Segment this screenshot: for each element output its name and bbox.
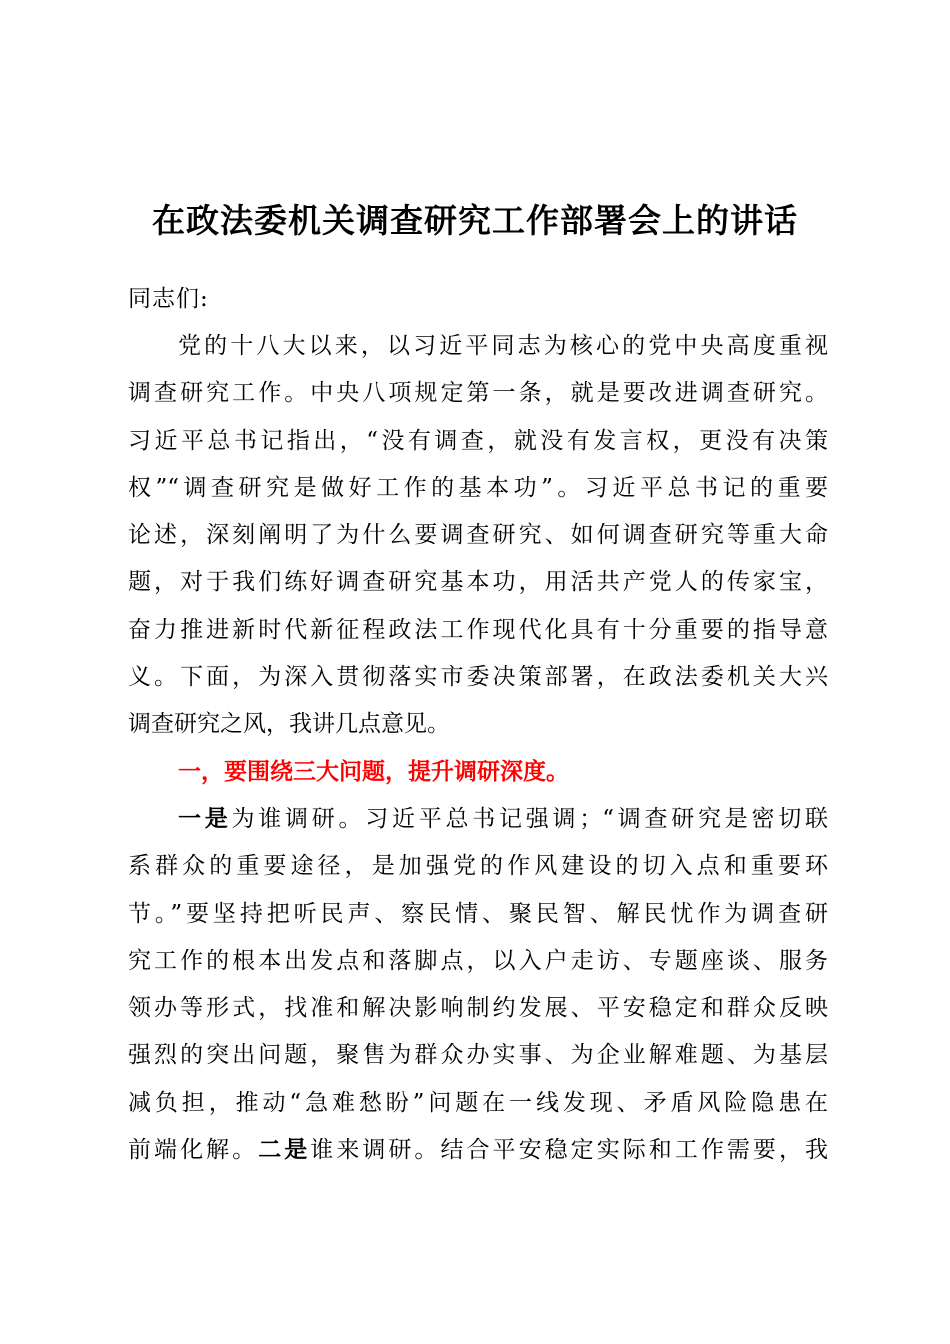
paragraph-line: 习近平总书记指出，“没有调查，就没有发言权，更没有决策 — [128, 427, 828, 454]
paragraph-line: 义。下面，为深入贯彻落实市委决策部署，在政法委机关大兴 — [128, 664, 828, 691]
line-text: 谁来调研。结合平安稳定实际和工作需要，我 — [310, 1137, 829, 1164]
paragraph-line — [128, 796, 828, 843]
line-text: 为谁调研。习近平总书记强调；“调查研究是密切联 — [231, 805, 828, 832]
paragraph-line: 减负担，推动“急难愁盼”问题在一线发现、矛盾风险隐患在 — [128, 1089, 828, 1116]
paragraph-line: 节。”要坚持把听民声、察民情、聚民智、解民忧作为调查研 — [128, 900, 828, 927]
paragraph-line: 党的十八大以来，以习近平同志为核心的党中央高度重视 — [178, 333, 828, 359]
paragraph-line: 系群众的重要途径，是加强党的作风建设的切入点和重要环 — [128, 853, 828, 880]
paragraph-line: 奋力推进新时代新征程政法工作现代化具有十分重要的指导意 — [128, 616, 828, 643]
paragraph-line: 论述，深刻阐明了为什么要调查研究、如何调查研究等重大命 — [128, 522, 828, 549]
point-label: 二是 — [258, 1137, 311, 1164]
salutation: 同志们: — [128, 286, 209, 312]
paragraph-line: 强烈的突出问题，聚售为群众办实事、为企业解难题、为基层 — [128, 1042, 828, 1069]
paragraph-line: 究工作的根本出发点和落脚点，以入户走访、专题座谈、服务 — [128, 947, 828, 974]
line-text: 前端化解。 — [128, 1137, 259, 1164]
point-label: 一是 — [178, 805, 232, 832]
paragraph-line — [128, 1127, 828, 1174]
paragraph-line: 领办等形式，找准和解决影响制约发展、平安稳定和群众反映 — [128, 995, 828, 1022]
body-text — [128, 323, 828, 1174]
paragraph-line: 调查研究工作。中央八项规定第一条，就是要改进调查研究。 — [128, 380, 828, 407]
paragraph-line: 调查研究之风，我讲几点意见。 — [128, 711, 450, 738]
document-title: 在政法委机关调查研究工作部署会上的讲话 — [152, 201, 798, 240]
paragraph-line: 权”“调查研究是做好工作的基本功”。习近平总书记的重要 — [128, 474, 828, 501]
section-heading: 一，要围绕三大问题，提升调研深度。 — [178, 758, 569, 785]
paragraph-line: 题，对于我们练好调查研究基本功，用活共产党人的传家宝， — [128, 569, 828, 596]
